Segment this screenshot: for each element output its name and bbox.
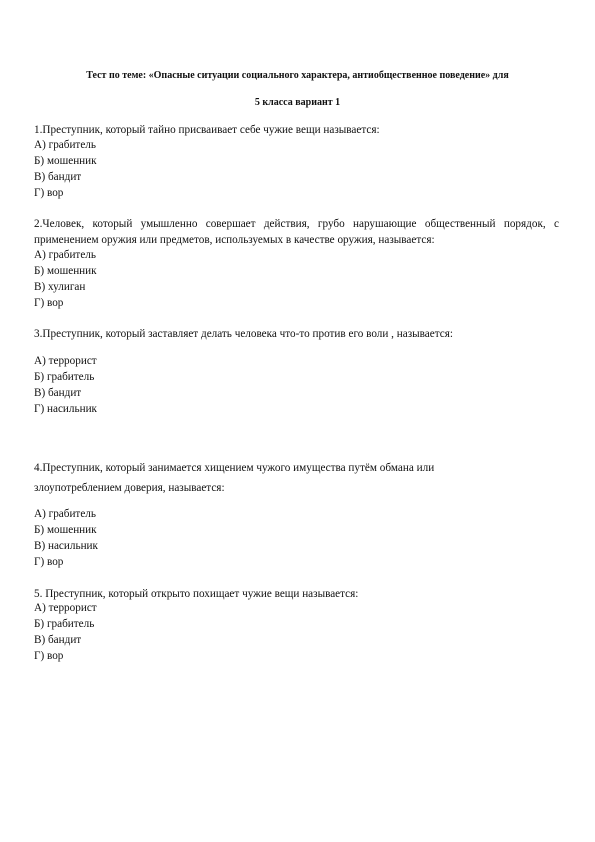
- question-1-options: [34, 138, 97, 202]
- option-b: Б) мошенник: [34, 154, 97, 167]
- option-b: Б) мошенник: [34, 523, 97, 536]
- option-d: Г) вор: [34, 555, 64, 568]
- question-4-text-line2: злоупотреблением доверия, называется:: [34, 482, 225, 494]
- question-3-options: [34, 354, 97, 418]
- option-a: А) грабитель: [34, 249, 96, 261]
- option-d: Г) вор: [34, 649, 64, 662]
- question-4-text-line1: 4.Преступник, который занимается хищением чужого имущества путём обмана или: [34, 462, 435, 474]
- option-c: В) хулиган: [34, 280, 86, 293]
- question-5-options: [34, 601, 97, 665]
- option-c: В) насильник: [34, 539, 98, 552]
- question-2-text: 2.Человек, который умышленно совершает действия, грубо нарушающие общественный порядок, с применением оружия или предметов, используемых в качестве оружия, называется:: [34, 218, 559, 246]
- option-a: А) грабитель: [34, 508, 96, 520]
- option-b: Б) грабитель: [34, 617, 95, 630]
- option-d: Г) вор: [34, 296, 64, 309]
- option-a: А) террорист: [34, 602, 97, 614]
- option-b: Б) мошенник: [34, 264, 97, 277]
- question-1-text: 1.Преступник, который тайно присваивает себе чужие вещи называется:: [34, 124, 380, 136]
- option-c: В) бандит: [34, 170, 82, 183]
- question-4-options: [34, 507, 98, 571]
- test-title: Тест по теме: «Опасные ситуации социального характера, антиобщественное поведение» для: [86, 70, 509, 81]
- option-a: А) террорист: [34, 355, 97, 367]
- question-5-text: 5. Преступник, который открыто похищает чужие вещи называется:: [34, 588, 359, 600]
- option-a: А) грабитель: [34, 139, 96, 151]
- option-b: Б) грабитель: [34, 370, 95, 383]
- option-c: В) бандит: [34, 633, 82, 646]
- test-subtitle: 5 класса вариант 1: [254, 97, 341, 108]
- question-2-options: [34, 248, 97, 312]
- option-c: В) бандит: [34, 386, 82, 399]
- option-d: Г) вор: [34, 186, 64, 199]
- question-3-text: 3.Преступник, который заставляет делать человека что-то против его воли , называется:: [34, 328, 453, 340]
- option-d: Г) насильник: [34, 402, 97, 415]
